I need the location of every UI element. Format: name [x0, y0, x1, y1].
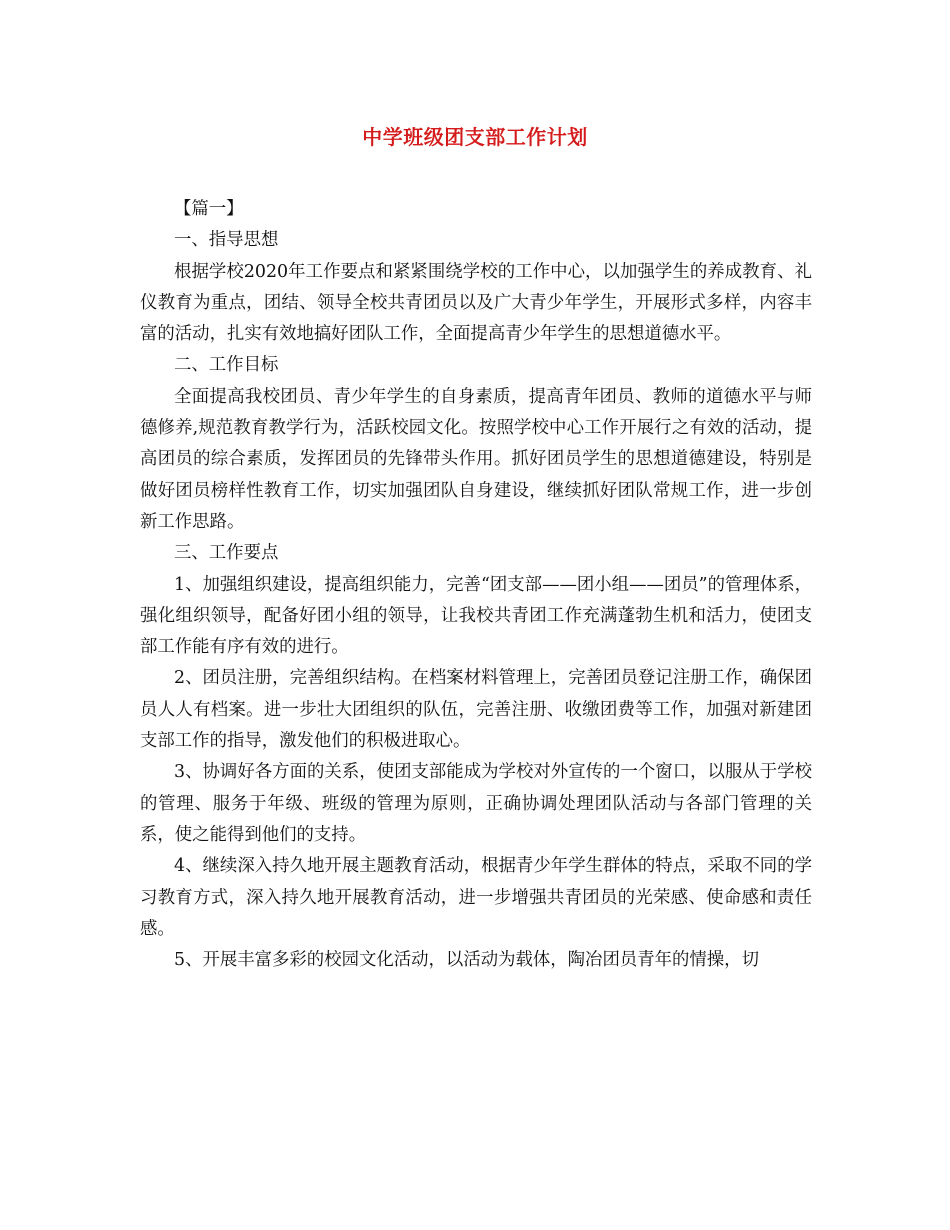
paragraph-point-3: 3、协调好各方面的关系，使团支部能成为学校对外宣传的一个窗口，以服从于学校的管理、服务于年级、班级的管理为原则，正确协调处理团队活动与各部门管理的关系，使之能得到他们的支持。	[140, 762, 812, 845]
paragraph-point-1: 1、加强组织建设，提高组织能力，完善“团支部——团小组——团员”的管理体系，强化组织领导，配备好团小组的领导，让我校共青团工作充满蓬勃生机和活力，使团支部工作能有序有效的进行。	[140, 574, 812, 658]
heading-work-points: 三、工作要点	[174, 543, 279, 564]
paragraph-point-4: 4、继续深入持久地开展主题教育活动，根据青少年学生群体的特点，采取不同的学习教育方式，深入持久地开展教育活动，进一步增强共青团员的光荣感、使命感和责任感。	[140, 856, 812, 939]
paragraph-guiding-ideology: 根据学校2020年工作要点和紧紧围绕学校的工作中心，以加强学生的养成教育、礼仪教育为重点，团结、领导全校共青团员以及广大青少年学生，开展形式多样，内容丰富的活动，扎实有效地搞好团队工作，全面提高青少年学生的思想道德水平。	[140, 261, 812, 345]
document-body	[140, 194, 812, 976]
section-label-part-one: 【篇一】	[174, 199, 244, 219]
paragraph-point-5: 5、开展丰富多彩的校园文化活动，以活动为载体，陶冶团员青年的情操，切	[174, 950, 759, 971]
heading-work-goals: 二、工作目标	[174, 355, 279, 376]
paragraph-work-goals: 全面提高我校团员、青少年学生的自身素质，提高青年团员、教师的道德水平与师德修养,规范教育教学行为，活跃校园文化。按照学校中心工作开展行之有效的活动，提高团员的综合素质，发挥团员的先锋带头作用。抓好团员学生的思想道德建设，特别是做好团员榜样性教育工作，切实加强团队自身建设，继续抓好团队常规工作，进一步创新工作思路。	[140, 386, 812, 532]
heading-guiding-ideology: 一、指导思想	[174, 230, 279, 251]
document-title: 中学班级团支部工作计划	[362, 125, 588, 149]
paragraph-point-2: 2、团员注册，完善组织结构。在档案材料管理上，完善团员登记注册工作，确保团员人人有档案。进一步壮大团组织的队伍，完善注册、收缴团费等工作，加强对新建团支部工作的指导，激发他们的积极进取心。	[140, 668, 812, 752]
